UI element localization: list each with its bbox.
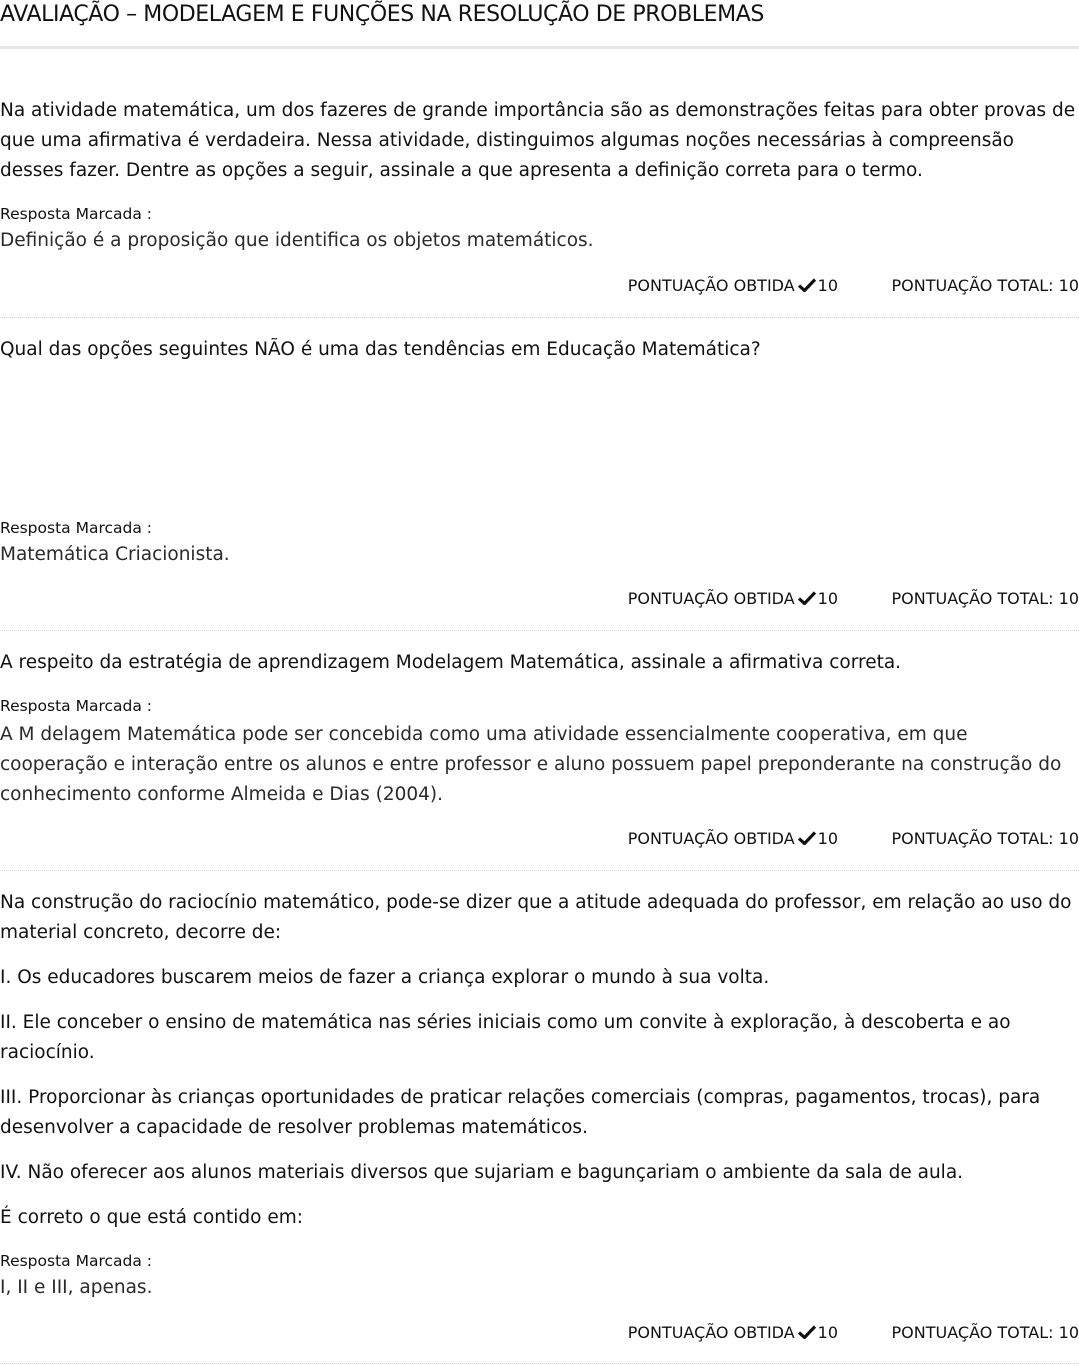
answer-label: Resposta Marcada : [0,697,152,715]
check-icon [798,831,816,845]
question-divider [0,1363,1079,1364]
question-text: Na atividade matemática, um dos fazeres de grande importância são as demonstrações feitas para obter provas de que uma afirmativa é verdadeira. Nessa atividade, distinguimos algumas noções necessárias à compreensão desses fazer. Dentre as opções a seguir, assinale a que apresenta a definição correta para o termo. [0,100,1076,181]
title-divider [0,46,1079,49]
page-title: AVALIAÇÃO – MODELAGEM E FUNÇÕES NA RESOLUÇÃO DE PROBLEMAS [0,2,764,27]
score-total: PONTUAÇÃO TOTAL: 10 [891,589,1079,608]
score-obtained-label: PONTUAÇÃO OBTIDA [627,276,795,295]
question-text: Qual das opções seguintes NÃO é uma das tendências em Educação Matemática? [0,339,761,360]
score-obtained-value: 10 [817,1323,838,1342]
question-text: Na construção do raciocínio matemático, pode-se dizer que a atitude adequada do professor, em relação ao uso do material concreto, decorre de: [0,892,1072,943]
question-divider [0,870,1079,871]
question-divider [0,630,1079,631]
question-2 [0,335,1079,365]
score-obtained-value: 10 [817,589,838,608]
marked-answer: A M delagem Matemática pode ser concebida como uma atividade essencialmente cooperativa, em que cooperação e interação entre os alunos e entre professor e aluno possuem papel preponderante na construção do conhecimento conforme Almeida e Dias (2004). [0,724,1062,805]
score-row [0,276,1079,300]
score-total: PONTUAÇÃO TOTAL: 10 [891,276,1079,295]
statement-item: II. Ele conceber o ensino de matemática nas séries iniciais como um convite à exploração, à descoberta e ao raciocínio. [0,1012,1011,1063]
score-total: PONTUAÇÃO TOTAL: 10 [891,829,1079,848]
score-obtained-label: PONTUAÇÃO OBTIDA [627,1323,795,1342]
score-obtained [628,276,838,295]
score-obtained-value: 10 [817,829,838,848]
statement-item: III. Proporcionar às crianças oportunidades de praticar relações comerciais (compras, pagamentos, trocas), para desenvolver a capacidade de resolver problemas matemáticos. [0,1087,1041,1138]
score-row [0,829,1079,853]
answer-label: Resposta Marcada : [0,519,152,537]
check-icon [798,278,816,292]
statement-item: I. Os educadores buscarem meios de fazer a criança explorar o mundo à sua volta. [0,967,770,988]
score-obtained-label: PONTUAÇÃO OBTIDA [627,589,795,608]
score-obtained-label: PONTUAÇÃO OBTIDA [627,829,795,848]
marked-answer: Definição é a proposição que identifica os objetos matemáticos. [0,230,594,251]
question-1 [0,96,1079,186]
score-obtained [628,1323,838,1342]
score-total: PONTUAÇÃO TOTAL: 10 [891,1323,1079,1342]
check-icon [798,1325,816,1339]
question-4 [0,888,1079,1233]
statement-item: IV. Não oferecer aos alunos materiais diversos que sujariam e bagunçariam o ambiente da sala de aula. [0,1162,964,1183]
marked-answer: I, II e III, apenas. [0,1277,153,1298]
question-text: A respeito da estratégia de aprendizagem Modelagem Matemática, assinale a afirmativa correta. [0,652,902,673]
question-closing: É correto o que está contido em: [0,1207,303,1228]
score-obtained [628,829,838,848]
answer-label: Resposta Marcada : [0,1252,152,1270]
question-3 [0,648,1079,678]
score-obtained [628,589,838,608]
marked-answer: Matemática Criacionista. [0,544,230,565]
score-row [0,1323,1079,1347]
answer-label: Resposta Marcada : [0,205,152,223]
question-divider [0,317,1079,318]
check-icon [798,591,816,605]
score-obtained-value: 10 [817,276,838,295]
score-row [0,589,1079,613]
